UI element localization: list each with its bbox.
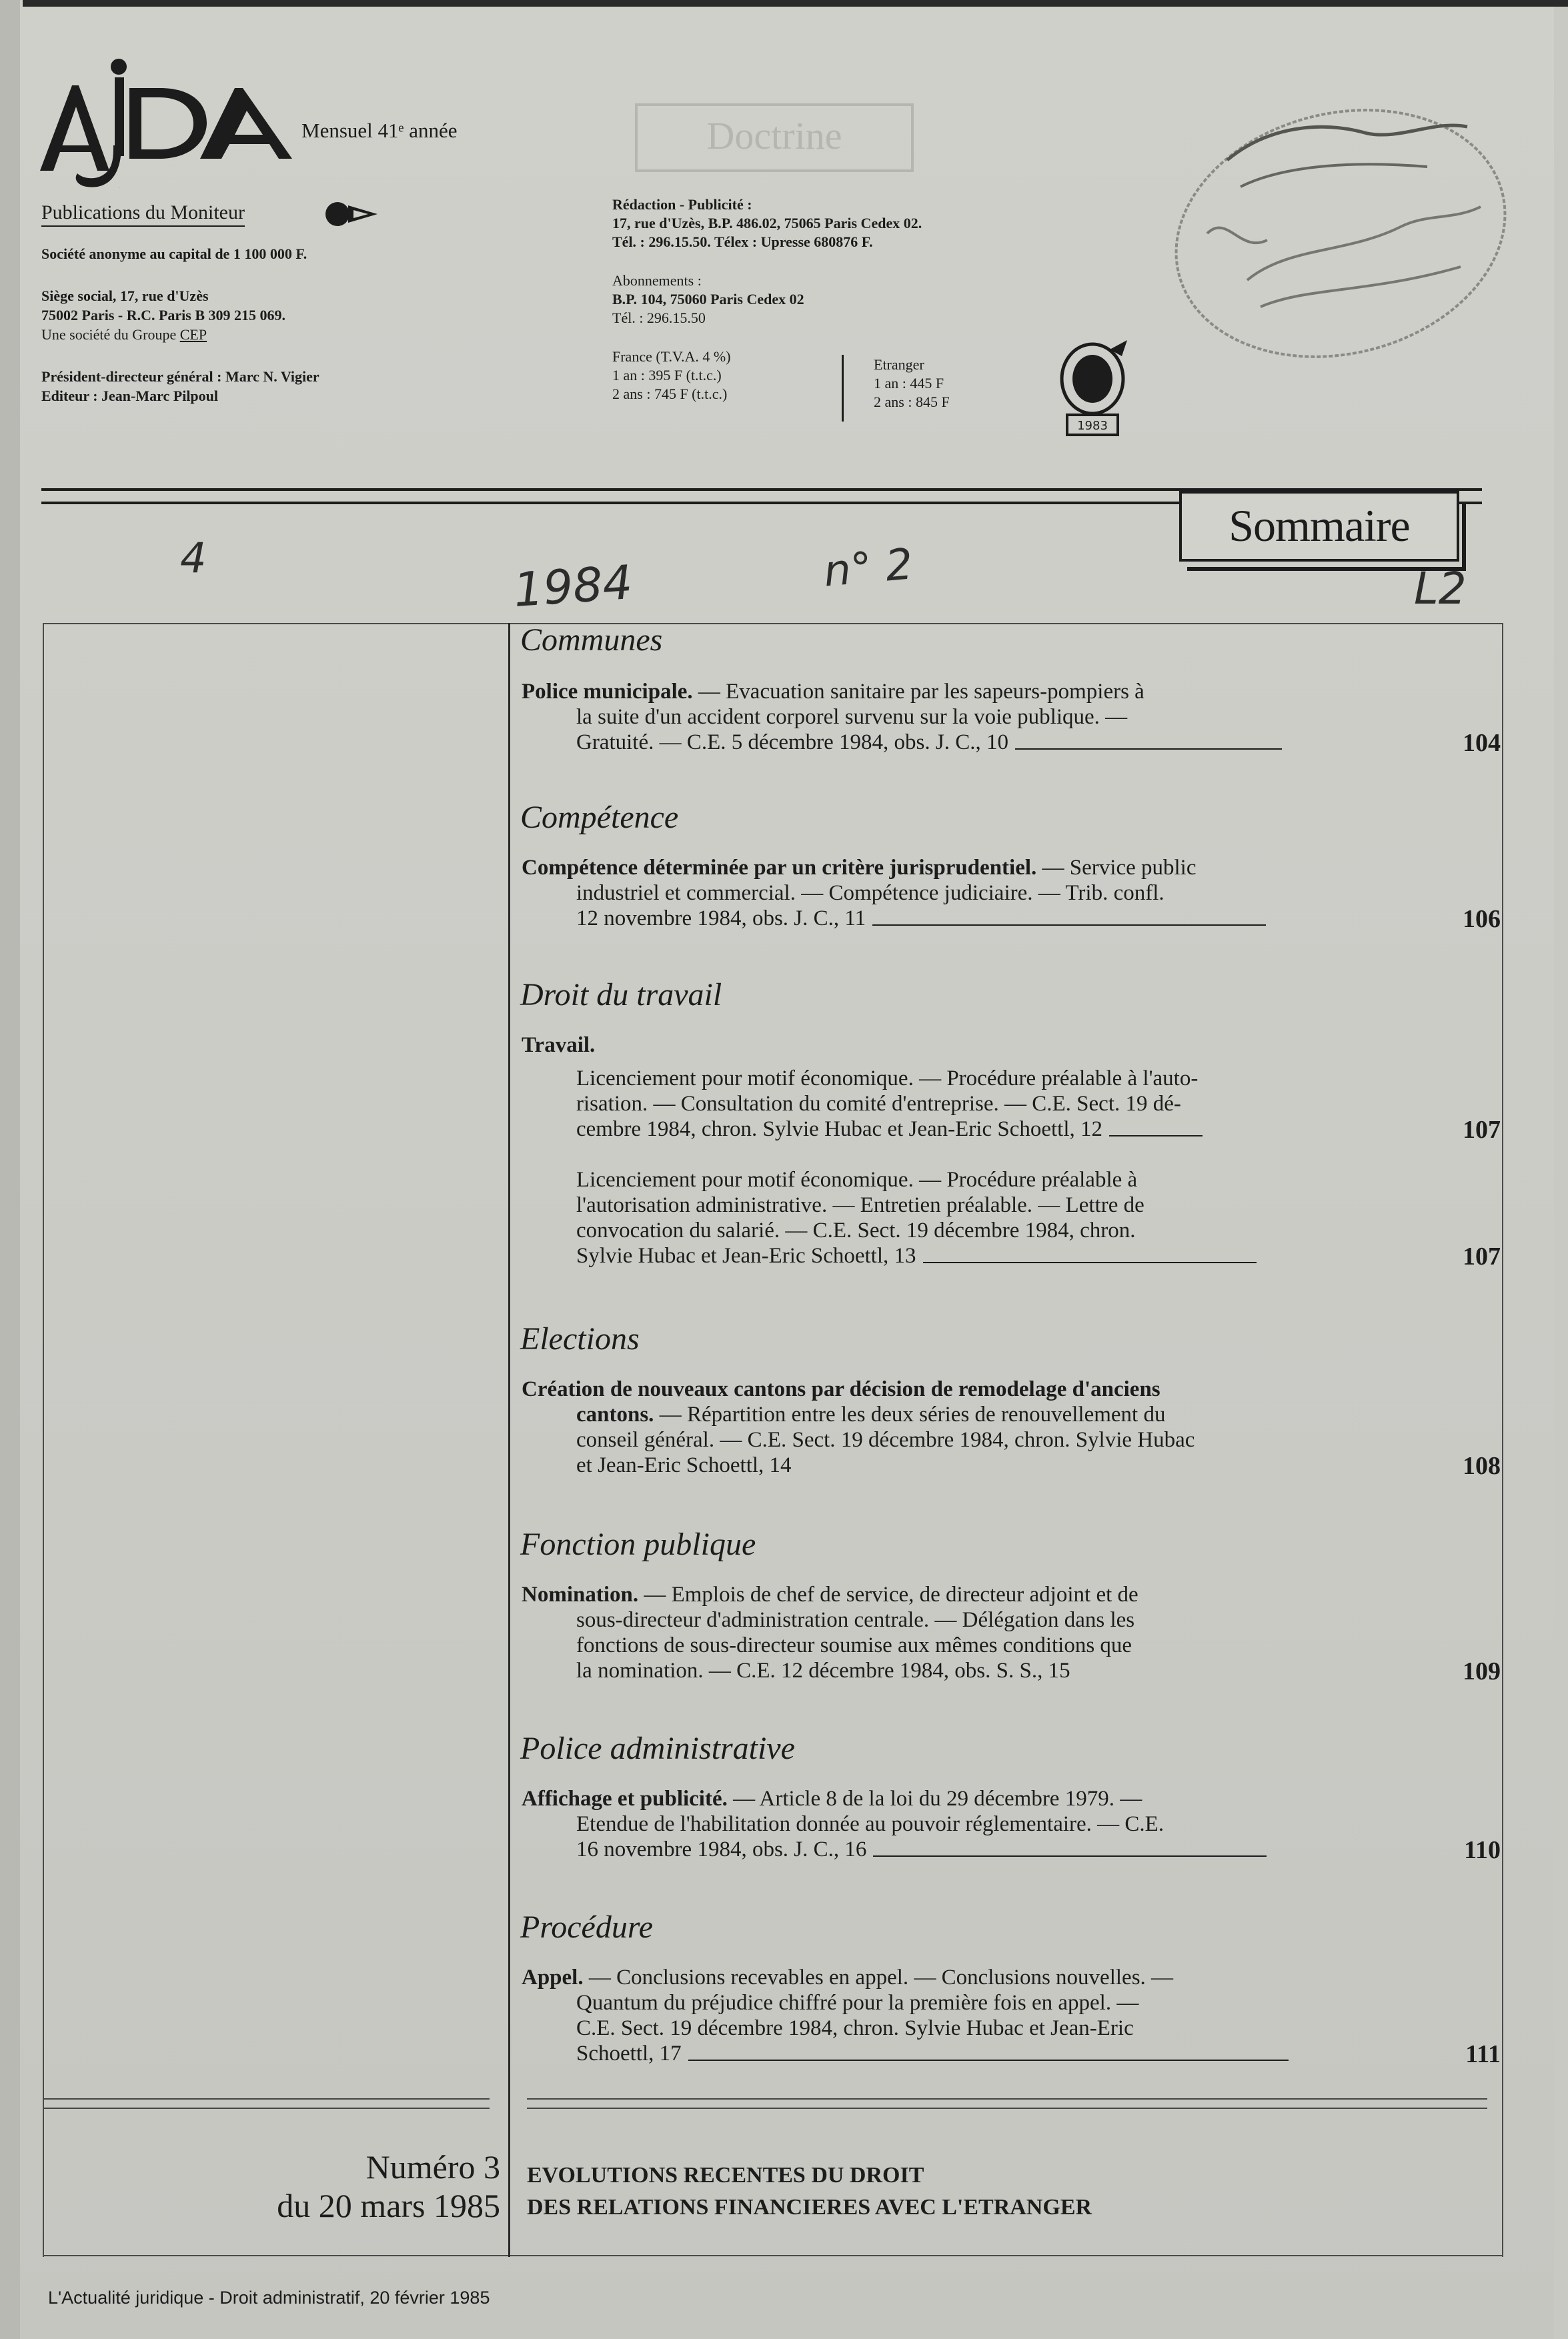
redaction-line: 17, rue d'Uzès, B.P. 486.02, 75065 Paris Cedex 02. [612,215,922,231]
page-number: 107 [1463,1243,1501,1271]
company-line: Siège social, 17, rue d'Uzès [41,287,209,304]
price-etranger [874,355,950,412]
page-number: 108 [1463,1452,1501,1480]
footer-rule [527,2098,1487,2100]
company-line: 75002 Paris - R.C. Paris B 309 215 069. [41,307,286,323]
handwritten-note: n° 2 [822,540,915,597]
toc-entry[interactable]: Affichage et publicité. — Article 8 de la loi du 29 décembre 1979. — Etendue de l'habilitation donnée au pouvoir réglementaire. — C.E. 16 novembre 1984, obs. J. C., 16 [522,1786,1415,1862]
section-title: Fonction publique [520,1527,756,1562]
issue-number: Numéro 3 du 20 mars 1985 [277,2148,500,2224]
price-france: 1 an : 395 F (t.t.c.) [612,367,722,383]
toc-entry[interactable]: Licenciement pour motif économique. — Procédure préalable à l'auto- risation. — Consultation du comité d'entreprise. — C.E. Sect. 19 dé- cembre 1984, chron. Sylvie Hubac et Jean-Eric Schoettl, 12 [522,1066,1415,1142]
section-title: Droit du travail [520,977,722,1012]
price-divider [842,355,844,422]
group-line: Une société du Groupe CEP [41,326,207,343]
toc-entry[interactable]: Police municipale. — Evacuation sanitaire par les sapeurs-pompiers à la suite d'un accident corporel survenu sur la voie publique. — Gratuité. — C.E. 5 décembre 1984, obs. J. C., 10 [522,679,1415,755]
abonnements-title: Abonnements : [612,272,702,289]
handwritten-note: 1984 [512,554,634,618]
frame-border [43,623,1503,624]
sommaire-title: Sommaire [1179,491,1459,562]
footer-rule [43,2108,490,2109]
redaction-line: Tél. : 296.15.50. Télex : Upresse 680876 F. [612,233,873,250]
handwritten-note: L2 [1414,563,1467,614]
svg-text:1983: 1983 [1077,419,1108,433]
frame-border [43,2255,1503,2256]
bleed-through-doctrine: Doctrine [635,103,914,172]
moniteur-arrow-icon [321,200,377,228]
top-rule [23,0,1568,7]
price-etranger-line: Etranger [874,356,924,373]
section-title: Police administrative [520,1731,795,1766]
footer-rule [43,2098,490,2100]
frequency-label: Mensuel 41ᵉ année [301,119,458,142]
handwritten-note: 4 [180,534,207,582]
next-issue-title: EVOLUTIONS RECENTES DU DROIT DES RELATIONS FINANCIERES AVEC L'ETRANGER [527,2163,1092,2220]
section-title: Communes [520,622,663,658]
section-title: Procédure [520,1909,654,1945]
redaction-title: Rédaction - Publicité : [612,196,752,213]
ajda-logo [40,59,293,192]
page-number: 106 [1463,905,1501,933]
page-footer: L'Actualité juridique - Droit administratif, 20 février 1985 [48,2288,490,2308]
page-number: 104 [1463,729,1501,757]
svg-text:AJDA: AJDA [119,188,121,189]
toc-entry[interactable]: Appel. — Conclusions recevables en appel. — Conclusions nouvelles. — Quantum du préjudice chiffré pour la première fois en appel. — C.E. Sect. 19 décembre 1984, chron. Sylvie Hubac et Jean-Eric Schoettl, 17 [522,1965,1415,2066]
column-separator [508,623,510,2257]
page-number: 111 [1465,2040,1501,2068]
page-number: 110 [1464,1836,1501,1864]
section-title: Compétence [520,800,679,835]
toc-entry[interactable]: Création de nouveaux cantons par décision de remodelage d'anciens cantons. — Répartition entre les deux séries de renouvellement du conseil général. — C.E. Sect. 19 décembre 1984, chron. Sylvie Hubac et Jean-Eric Schoettl, 14 [522,1377,1195,1477]
price-france: 2 ans : 745 F (t.t.c.) [612,385,728,402]
frame-border [1502,623,1503,2257]
section-title: Elections [520,1321,640,1357]
publisher-badge-icon [1052,340,1132,440]
company-info [41,244,319,406]
price-france: France (T.V.A. 4 %) [612,348,731,365]
abonnements-line: B.P. 104, 75060 Paris Cedex 02 [612,291,804,307]
frame-border [43,623,44,2257]
toc-heading: Travail. [522,1033,596,1057]
page-number: 107 [1463,1116,1501,1144]
price-etranger-line: 2 ans : 845 F [874,394,950,410]
company-line: Société anonyme au capital de 1 100 000 F. [41,245,307,262]
abonnements-line: Tél. : 296.15.50 [612,309,706,326]
toc-entry[interactable]: Compétence déterminée par un critère jurisprudentiel. — Service public industriel et commercial. — Compétence judiciaire. — Trib. confl. 12 novembre 1984, obs. J. C., 11 [522,855,1415,931]
publisher-name: Publications du Moniteur [41,201,245,227]
president-line: Président-directeur général : Marc N. Vigier [41,368,319,385]
footer-rule [527,2108,1487,2109]
editor-line: Editeur : Jean-Marc Pilpoul [41,387,219,404]
toc-entry[interactable]: Licenciement pour motif économique. — Procédure préalable à l'autorisation administrative. — Entretien préalable. — Lettre de convocation du salarié. — C.E. Sect. 19 décembre 1984, chron. Sylvie Hubac et Jean-Eric Schoettl, 13 [522,1167,1415,1269]
toc-entry[interactable]: Nomination. — Emplois de chef de service, de directeur adjoint et de sous-directeur d'administration centrale. — Délégation dans les fonctions de sous-directeur soumise aux mêmes conditions que la nomination. — C.E. 12 décembre 1984, obs. S. S., 15 [522,1583,1138,1683]
library-stamp [1147,80,1521,373]
page-number: 109 [1463,1657,1501,1685]
price-etranger-line: 1 an : 445 F [874,375,944,392]
